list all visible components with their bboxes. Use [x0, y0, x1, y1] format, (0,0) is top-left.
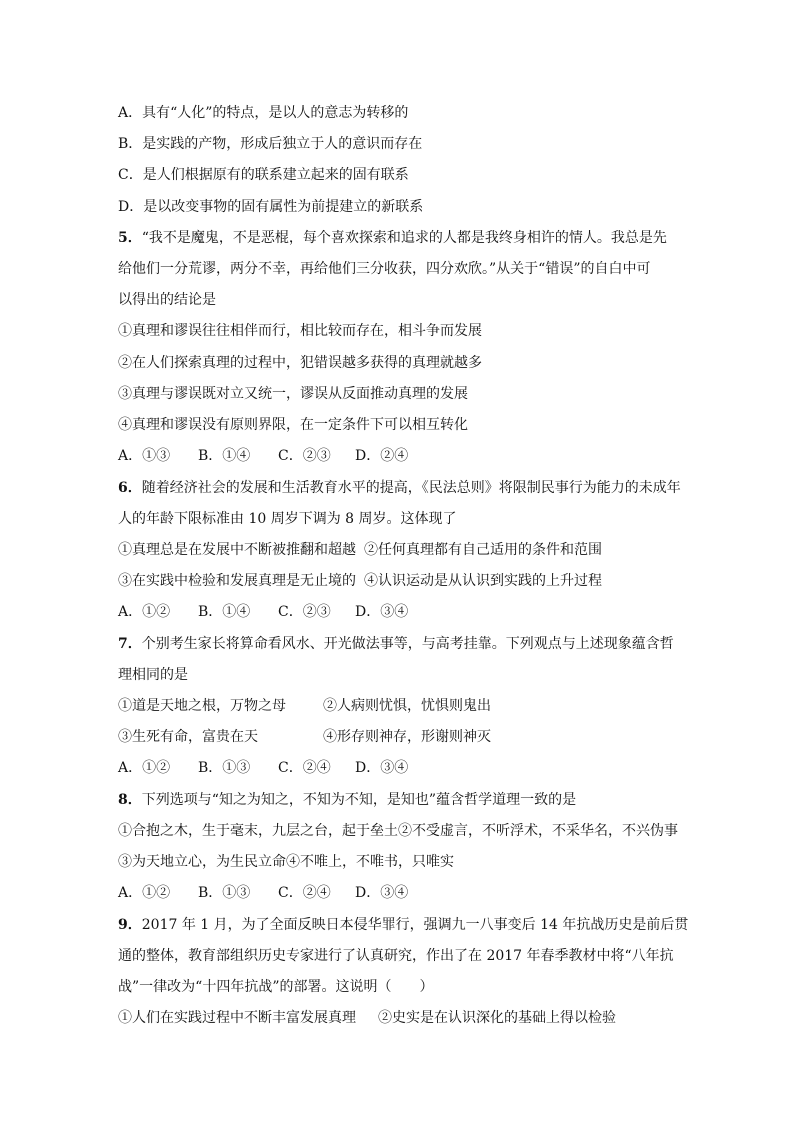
option-b: B．是实践的产物，形成后独立于人的意识而存在 — [118, 136, 423, 152]
q9-stem-line-1: 9．2017 年 1 月，为了全面反映日本侵华罪行，强调九一八事变后 14 年抗战历史是前后贯 — [118, 917, 689, 933]
q7-choice-a: A．①② — [118, 760, 171, 776]
q6-stem-line-2: 人的年龄下限标准由 10 周岁下调为 8 周岁。这体现了 — [118, 511, 457, 527]
q6-choice-c: C．②③ — [278, 604, 331, 620]
q8-choice-c: C．②④ — [278, 885, 331, 901]
q5-choice-b: B．①④ — [198, 448, 251, 464]
q8-choice-b: B．①③ — [198, 885, 251, 901]
q8-choices — [118, 881, 688, 905]
q8-statements-row-1: ①合抱之木，生于毫末，九层之台，起于垒土②不受虚言，不听浮术，不采华名，不兴伪事 — [118, 823, 678, 839]
q9-stem-line-3: 战”一律改为“十四年抗战”的部署。这说明（ ） — [118, 979, 434, 995]
q8-stem-line-1: 8．下列选项与“知之为知之，不知为不知，是知也”蕴含哲学道理一致的是 — [118, 792, 577, 808]
q7-choice-b: B．①③ — [198, 760, 251, 776]
q7-statements-row-2 — [118, 725, 688, 749]
q5-choice-c: C．②③ — [278, 448, 331, 464]
q5-statement-2: ②在人们探索真理的过程中，犯错误越多获得的真理就越多 — [118, 355, 482, 371]
q7-stem-line-2: 理相同的是 — [118, 667, 188, 683]
q9-number: 9． — [118, 917, 142, 933]
q7-statements-row-1 — [118, 694, 688, 718]
q7-stem-line-1: 7．个别考生家长将算命看风水、开光做法事等，与高考挂靠。下列观点与上述现象蕴含哲 — [118, 636, 674, 652]
q5-statement-4: ④真理和谬误没有原则界限，在一定条件下可以相互转化 — [118, 417, 468, 433]
q7-statement-4: ④形存则神存，形谢则神灭 — [323, 729, 491, 745]
q5-choices — [118, 444, 688, 468]
q6-choices — [118, 600, 688, 624]
q6-statement-2: ②任何真理都有自己适用的条件和范围 — [364, 542, 602, 558]
q5-number: 5． — [118, 230, 142, 246]
q8-statements-row-2: ③为天地立心，为生民立命④不唯上，不唯书，只唯实 — [118, 854, 454, 870]
q5-stem-line-2: 给他们一分荒谬，两分不幸，再给他们三分收获，四分欢欣。”从关于“错误”的自白中可 — [118, 261, 651, 277]
q7-choice-c: C．②④ — [278, 760, 331, 776]
q5-stem-line-3: 以得出的结论是 — [118, 292, 216, 308]
q5-stem-line-1: 5．“我不是魔鬼，不是恶棍，每个喜欢探索和追求的人都是我终身相许的情人。我总是先 — [118, 230, 667, 246]
q8-choice-d: D．③④ — [355, 885, 409, 901]
q6-statement-4: ④认识运动是从认识到实践的上升过程 — [364, 573, 602, 589]
q7-choices — [118, 756, 688, 780]
q7-statement-3: ③生死有命，富贵在天 — [118, 729, 258, 745]
q9-statements-row-1 — [118, 1006, 688, 1030]
q7-choice-d: D．③④ — [355, 760, 409, 776]
q6-choice-d: D．③④ — [355, 604, 409, 620]
q9-statement-2: ②史实是在认识深化的基础上得以检验 — [378, 1010, 616, 1026]
q6-stem-line-1: 6．随着经济社会的发展和生活教育水平的提高，《民法总则》将限制民事行为能力的未成年 — [118, 480, 681, 496]
q5-statement-3: ③真理与谬误既对立又统一，谬误从反面推动真理的发展 — [118, 386, 468, 402]
q7-statement-2: ②人病则忧惧，忧惧则鬼出 — [323, 698, 491, 714]
q7-statement-1: ①道是天地之根，万物之母 — [118, 698, 286, 714]
q6-number: 6． — [118, 480, 142, 496]
q6-statements-row-1 — [118, 538, 688, 562]
q6-statement-3: ③在实践中检验和发展真理是无止境的 — [118, 573, 356, 589]
q6-choice-a: A．①② — [118, 604, 171, 620]
option-a: A．具有“人化”的特点，是以人的意志为转移的 — [118, 105, 409, 121]
option-d: D．是以改变事物的固有属性为前提建立的新联系 — [118, 199, 424, 215]
q6-statements-row-2 — [118, 569, 688, 593]
q8-choice-a: A．①② — [118, 885, 171, 901]
q5-choice-a: A．①③ — [118, 448, 171, 464]
option-c: C．是人们根据原有的联系建立起来的固有联系 — [118, 167, 409, 183]
q5-choice-d: D．②④ — [355, 448, 409, 464]
q9-statement-1: ①人们在实践过程中不断丰富发展真理 — [118, 1010, 356, 1026]
q6-choice-b: B．①④ — [198, 604, 251, 620]
q6-statement-1: ①真理总是在发展中不断被推翻和超越 — [118, 542, 356, 558]
q9-stem-line-2: 通的整体，教育部组织历史专家进行了认真研究，作出了在 2017 年春季教材中将“八年抗 — [118, 948, 674, 964]
q5-statement-1: ①真理和谬误往往相伴而行，相比较而存在，相斗争而发展 — [118, 323, 482, 339]
q8-number: 8． — [118, 792, 142, 808]
q7-number: 7． — [118, 636, 142, 652]
